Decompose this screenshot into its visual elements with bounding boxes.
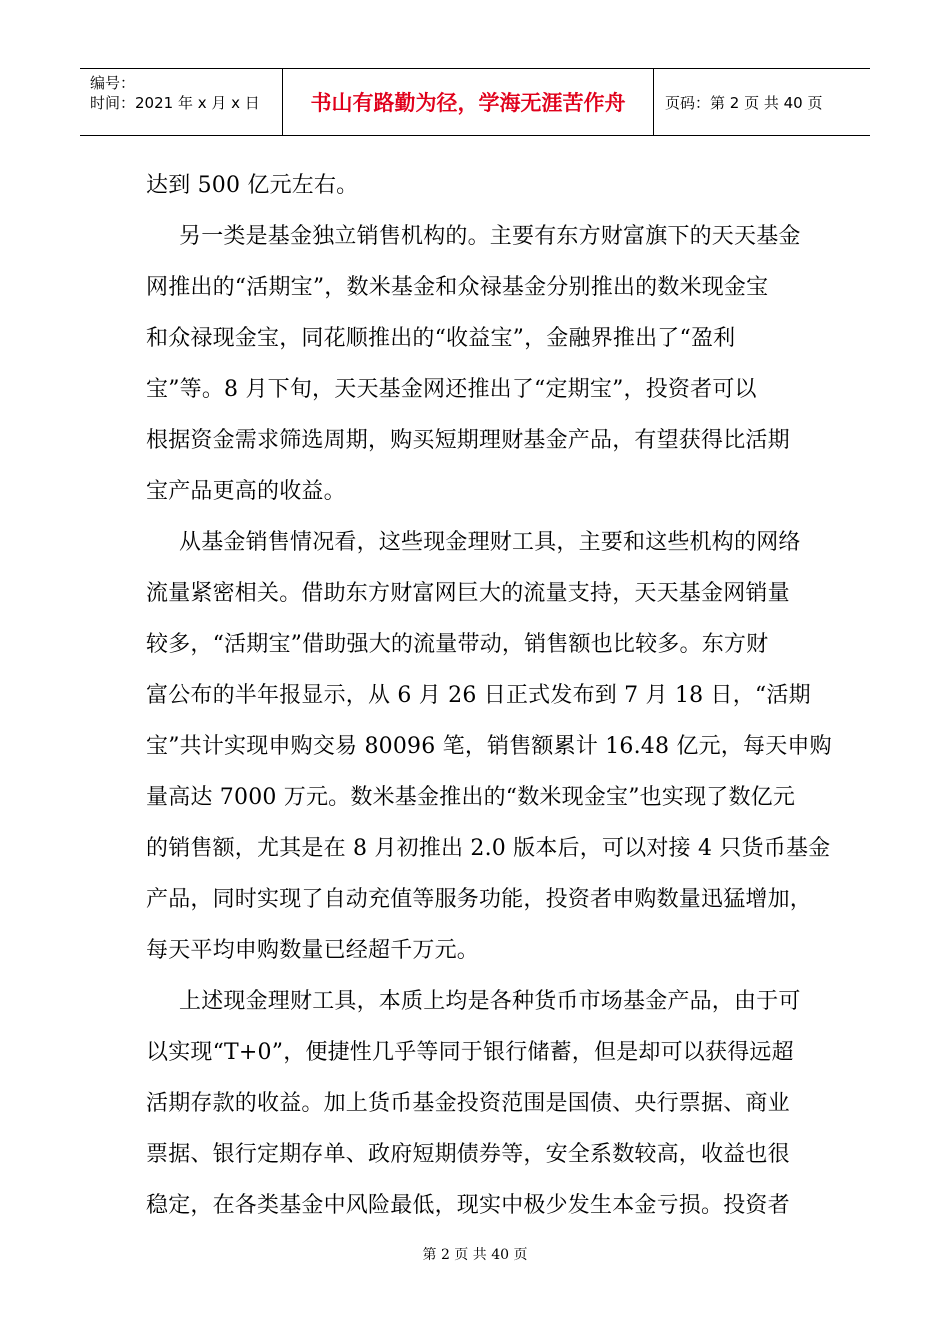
body-text-line: 票据、银行定期存单、政府短期债券等，安全系数较高，收益也很 — [146, 1142, 790, 1167]
body-text-line: 的销售额，尤其是在 8 月初推出 2.0 版本后，可以对接 4 只货币基金 — [146, 836, 831, 861]
body-text-line: 产品，同时实现了自动充值等服务功能，投资者申购数量迅猛增加， — [146, 887, 813, 912]
document-body — [146, 160, 832, 1231]
header-motto: 书山有路勤为径，学海无涯苦作舟 — [283, 69, 654, 135]
body-text-line: 宝”共计实现申购交易 80096 笔，销售额累计 16.48 亿元，每天申购 — [146, 734, 832, 759]
body-text-line: 宝产品更高的收益。 — [146, 479, 346, 504]
body-text-line: 根据资金需求筛选周期，购买短期理财基金产品，有望获得比活期 — [146, 428, 790, 453]
page-footer: 第 2 页 共 40 页 — [422, 1247, 528, 1263]
document-time-label: 时间：2021 年 x 月 x 日 — [90, 94, 260, 112]
body-text-line: 量高达 7000 万元。数米基金推出的“数米现金宝”也实现了数亿元 — [146, 785, 796, 810]
body-text-line: 上述现金理财工具，本质上均是各种货币市场基金产品，由于可 — [179, 989, 801, 1014]
body-text-line: 和众禄现金宝，同花顺推出的“收益宝”，金融界推出了“盈利 — [146, 326, 736, 351]
body-text-line: 另一类是基金独立销售机构的。主要有东方财富旗下的天天基金 — [179, 224, 801, 249]
page-header — [80, 68, 870, 136]
body-text-line: 流量紧密相关。借助东方财富网巨大的流量支持，天天基金网销量 — [146, 581, 790, 606]
body-text-line: 网推出的“活期宝”，数米基金和众禄基金分别推出的数米现金宝 — [146, 275, 769, 300]
body-text-line: 从基金销售情况看，这些现金理财工具，主要和这些机构的网络 — [179, 530, 801, 555]
body-text-line: 稳定，在各类基金中风险最低，现实中极少发生本金亏损。投资者 — [146, 1193, 790, 1218]
document-number-label: 编号： — [90, 74, 136, 92]
body-text-line: 达到 500 亿元左右。 — [146, 173, 359, 198]
body-text-line: 较多，“活期宝”借助强大的流量带动，销售额也比较多。东方财 — [146, 632, 769, 657]
header-page-number: 页码：第 2 页 共 40 页 — [665, 93, 823, 112]
header-meta — [80, 69, 283, 135]
body-text-line: 富公布的半年报显示，从 6 月 26 日正式发布到 7 月 18 日，“活期 — [146, 683, 811, 708]
body-text-line: 以实现“T+0”，便捷性几乎等同于银行储蓄，但是却可以获得远超 — [146, 1040, 794, 1065]
body-text-line: 活期存款的收益。加上货币基金投资范围是国债、央行票据、商业 — [146, 1091, 790, 1116]
body-text-line: 每天平均申购数量已经超千万元。 — [146, 938, 480, 963]
body-text-line: 宝”等。8 月下旬，天天基金网还推出了“定期宝”，投资者可以 — [146, 377, 757, 402]
